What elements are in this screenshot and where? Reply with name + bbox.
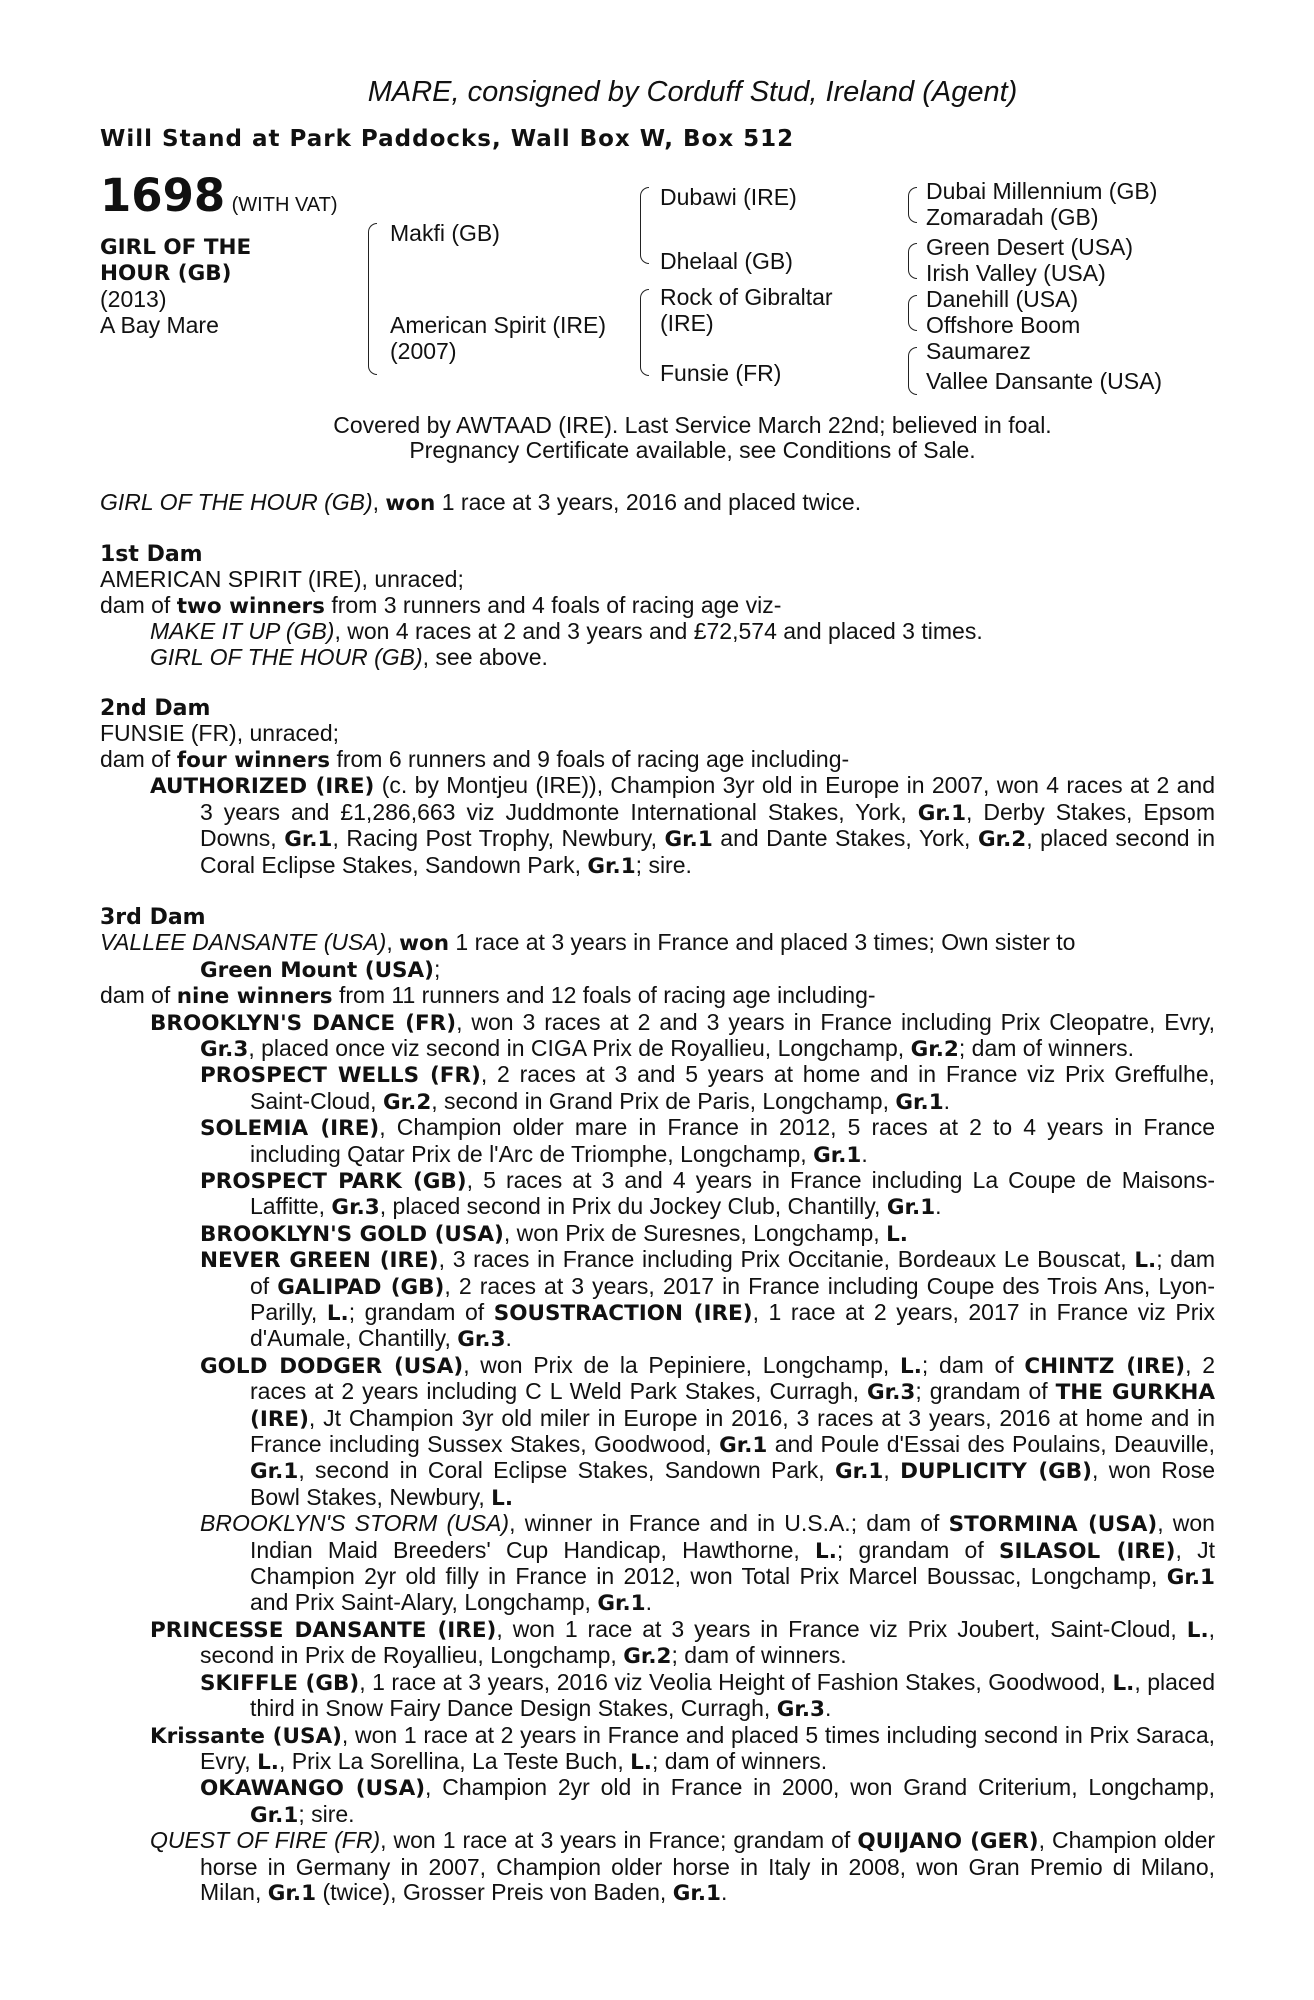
pedigree-dam-dam: Funsie (FR) (660, 359, 782, 386)
produce-item: PROSPECT PARK (GB), 5 races at 3 and 4 years in France including La Coupe de Maisons-Laffitte, Gr.3, placed second in Prix du Jockey Club, Chantilly, Gr.1. (200, 1166, 1215, 1221)
brace-ss (908, 187, 917, 223)
pedigree-dss: Danehill (USA) (926, 285, 1079, 312)
horse-name-ref: GIRL OF THE HOUR (GB) (100, 488, 373, 515)
pedigree-sss: Dubai Millennium (GB) (926, 177, 1158, 204)
second-dam-produce: dam of four winners from 6 runners and 9 foals of racing age including- (100, 745, 850, 773)
second-dam-section (100, 696, 1215, 879)
pedigree-dsd: Offshore Boom (926, 311, 1081, 338)
catalogue-page (100, 76, 1216, 1906)
pedigree-dam-year: (2007) (390, 337, 457, 364)
produce-item: SKIFFLE (GB), 1 race at 3 years, 2016 viz Veolia Height of Fashion Stakes, Goodwood, L., placed third in Snow Fairy Dance Design Stakes, Curragh, Gr.3. (200, 1668, 1215, 1723)
third-dam-heading: 3rd Dam (100, 904, 206, 930)
produce-item: SOLEMIA (IRE), Champion older mare in France in 2012, 5 races at 2 to 4 years in France including Qatar Prix de l'Arc de Triomphe, Longchamp, Gr.1. (200, 1114, 1216, 1168)
pedigree-dam-sire: Rock of Gibraltar (660, 283, 833, 310)
produce-item: GIRL OF THE HOUR (GB), see above. (150, 643, 548, 670)
first-dam-produce: dam of two winners from 3 runners and 4 foals of racing age viz- (100, 591, 782, 619)
stand-location: Will Stand at Park Paddocks, Wall Box W, Box 512 (100, 126, 795, 153)
produce-item: GOLD DODGER (USA), won Prix de la Pepiniere, Longchamp, L.; dam of CHINTZ (IRE), 2 races at 2 years including C L Weld Park Stakes, Curragh, Gr.3; grandam of THE GURKHA (IRE), Jt Champion 3yr old miler in Europe in 2016, 3 races at 3 years, 2016 at home and in France including Sussex Stakes, Goodwood, Gr.1 and Poule d'Essai des Poulains, Deauville, Gr.1, second in Coral Eclipse Stakes, Sandown Park, Gr.1, DUPLICITY (GB), won Rose Bowl Stakes, Newbury, L. (200, 1351, 1216, 1511)
first-dam-line: AMERICAN SPIRIT (IRE), unraced; (100, 566, 464, 593)
pedigree-dam: American Spirit (IRE) (390, 311, 606, 338)
produce-item: PROSPECT WELLS (FR), 2 races at 3 and 5 years at home and in France viz Prix Greffulhe, Saint-Cloud, Gr.2, second in Grand Prix de Paris, Longchamp, Gr.1. (200, 1061, 1216, 1115)
produce-item: BROOKLYN'S DANCE (FR), won 3 races at 2 and 3 years in France including Prix Cleopatre, Evry, Gr.3, placed once viz second in CIGA Prix de Royallieu, Longchamp, Gr.2; dam of winners. (150, 1008, 1215, 1062)
pedigree-dam-sire-country: (IRE) (660, 309, 714, 336)
pregnancy-line: Pregnancy Certificate available, see Conditions of Sale. (409, 437, 976, 464)
pedigree-sire: Makfi (GB) (390, 219, 500, 246)
third-dam-section (100, 905, 1215, 1906)
produce-item: BROOKLYN'S STORM (USA), winner in France and in U.S.A.; dam of STORMINA (USA), won Indian Maid Breeders' Cup Handicap, Hawthorne, L.; grandam of SILASOL (IRE), Jt Champion 2yr old filly in France in 2012, won Total Prix Marcel Boussac, Longchamp, Gr.1 and Prix Saint-Alary, Longchamp, Gr.1. (200, 1510, 1215, 1617)
pedigree-sds: Green Desert (USA) (926, 233, 1134, 260)
vat-note: (WITH VAT) (231, 193, 338, 216)
race-record: GIRL OF THE HOUR (GB), won 1 race at 3 years, 2016 and placed twice. (100, 488, 862, 516)
produce-item: PRINCESSE DANSANTE (IRE), won 1 race at 3 years in France viz Prix Joubert, Saint-Cloud, L., second in Prix de Royallieu, Longchamp, Gr.2; dam of winners. (150, 1615, 1216, 1670)
brace-dam (640, 289, 649, 376)
produce-item: NEVER GREEN (IRE), 3 races in France including Prix Occitanie, Bordeaux Le Bouscat, L.; dam of GALIPAD (GB), 2 races at 3 years, 2017 in France including Coupe des Trois Ans, Lyon-Parilly, L.; grandam of SOUSTRACTION (IRE), 1 race at 2 years, 2017 in France viz Prix d'Aumale, Chantilly, Gr.3. (200, 1246, 1216, 1353)
covered-line: Covered by AWTAAD (IRE). Last Service March 22nd; believed in foal. (333, 411, 1052, 438)
pedigree-ssd: Zomaradah (GB) (926, 203, 1099, 230)
first-dam-section (100, 542, 1215, 670)
third-dam-produce: dam of nine winners from 11 runners and 12 foals of racing age including- (100, 982, 876, 1010)
first-dam-heading: 1st Dam (100, 542, 203, 568)
pedigree-sdd: Irish Valley (USA) (926, 259, 1106, 286)
brace-dd (908, 347, 917, 395)
brace-ds (908, 295, 917, 331)
second-dam-line: FUNSIE (FR), unraced; (100, 720, 339, 747)
second-dam-heading: 2nd Dam (100, 696, 211, 722)
lot-number: 1698 (WITH VAT) (100, 168, 338, 222)
produce-item: Krissante (USA), won 1 race at 2 years in France and placed 5 times including second in Prix Saraca, Evry, L., Prix La Sorellina, La Teste Buch, L.; dam of winners. (150, 1721, 1215, 1775)
horse-year: (2013) (100, 285, 167, 312)
brace-sd (908, 243, 917, 279)
brace-sire (640, 187, 649, 264)
pedigree-sire-sire: Dubawi (IRE) (660, 183, 797, 210)
horse-description: A Bay Mare (100, 311, 219, 338)
pedigree-sire-dam: Dhelaal (GB) (660, 247, 793, 274)
produce-item: OKAWANGO (USA), Champion 2yr old in France in 2000, won Grand Criterium, Longchamp, Gr.1; sire. (200, 1774, 1215, 1828)
brace-gen1 (368, 223, 377, 375)
pedigree-dds: Saumarez (926, 337, 1031, 364)
horse-name-line1: GIRL OF THE (100, 234, 252, 260)
pedigree-ddd: Vallee Dansante (USA) (926, 367, 1163, 394)
pedigree-table (100, 168, 1215, 413)
produce-item: AUTHORIZED (IRE) (c. by Montjeu (IRE)), Champion 3yr old in Europe in 2007, won 4 races at 2 and 3 years and £1,286,663 viz Juddmonte International Stakes, York, Gr.1, Derby Stakes, Epsom Downs, Gr.1, Racing Post Trophy, Newbury, Gr.1 and Dante Stakes, York, Gr.2, placed second in Coral Eclipse Stakes, Sandown Park, Gr.1; sire. (150, 772, 1216, 879)
produce-item: BROOKLYN'S GOLD (USA), won Prix de Suresnes, Longchamp, L. (200, 1219, 908, 1247)
produce-item: QUEST OF FIRE (FR), won 1 race at 3 years in France; grandam of QUIJANO (GER), Champion older horse in Germany in 2007, Champion older horse in Italy in 2008, won Gran Premio di Milano, Milan, Gr.1 (twice), Grosser Preis von Baden, Gr.1. (150, 1827, 1216, 1906)
page-title: MARE, consigned by Corduff Stud, Ireland (Agent) (367, 76, 1018, 108)
third-dam-line: VALLEE DANSANTE (USA), won 1 race at 3 years in France and placed 3 times; Own sister to Green Mount (USA); (100, 929, 1076, 983)
horse-name-line2: HOUR (GB) (100, 260, 232, 286)
produce-item: MAKE IT UP (GB), won 4 races at 2 and 3 years and £72,574 and placed 3 times. (150, 618, 983, 645)
